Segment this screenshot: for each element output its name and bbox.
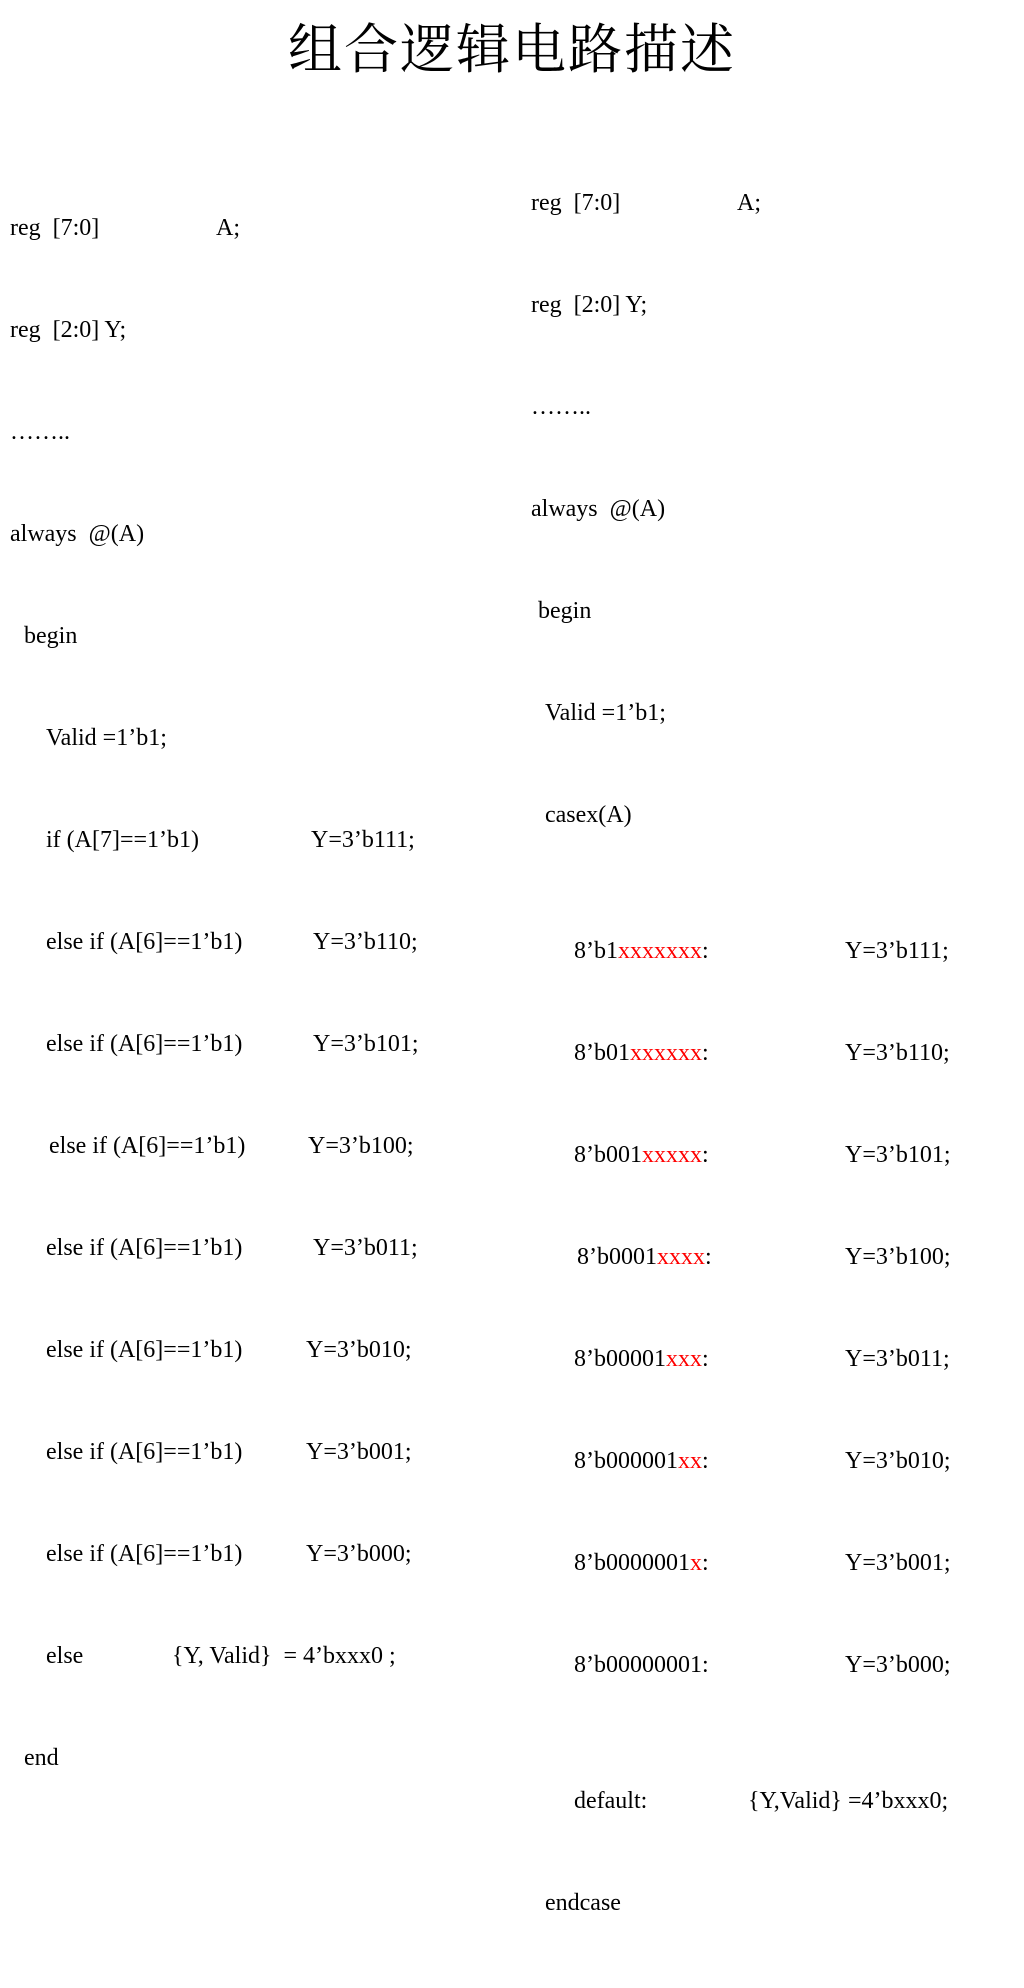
reg-a-declaration: reg [7:0] xyxy=(531,190,621,216)
begin-keyword: begin xyxy=(24,623,78,649)
y-assign: Y=3’b110; xyxy=(313,929,418,955)
pattern-prefix: 8’b000001 xyxy=(574,1448,678,1474)
y-assign: Y=3’b101; xyxy=(313,1031,419,1057)
y-assign: Y=3’b100; xyxy=(845,1244,951,1270)
y-assign: Y=3’b110; xyxy=(845,1040,950,1066)
valid-assign: Valid =1’b1; xyxy=(46,725,167,751)
case-item xyxy=(531,1444,951,1478)
pattern-prefix: 8’b1 xyxy=(574,938,618,964)
code-line xyxy=(10,925,418,959)
else-if-condition: else if (A[6]==1’b1) xyxy=(46,929,243,955)
code-line xyxy=(531,594,592,628)
else-if-condition: else if (A[6]==1’b1) xyxy=(49,1133,246,1159)
y-assign: Y=3’b010; xyxy=(845,1448,951,1474)
dont-care-bits: x xyxy=(690,1550,702,1576)
pattern-prefix: 8’b00000001 xyxy=(574,1652,702,1678)
case-item xyxy=(531,1036,950,1070)
case-colon: : xyxy=(702,1652,709,1678)
code-line xyxy=(10,313,127,347)
case-colon: : xyxy=(702,1550,709,1576)
code-line xyxy=(10,721,167,755)
dont-care-bits: xxxxxx xyxy=(630,1040,702,1066)
case-colon: : xyxy=(702,1346,709,1372)
case-pattern xyxy=(574,1648,709,1682)
code-line xyxy=(10,619,78,653)
endcase-keyword: endcase xyxy=(545,1890,621,1916)
else-if-condition: else if (A[6]==1’b1) xyxy=(46,1337,243,1363)
casex-code-block xyxy=(531,118,951,1954)
else-if-condition: else if (A[6]==1’b1) xyxy=(46,1439,243,1465)
slide-title: 组合逻辑电路描述 xyxy=(288,18,736,81)
y-assign: Y=3’b111; xyxy=(311,827,415,853)
y-assign: Y=3’b001; xyxy=(845,1550,951,1576)
default-assign: {Y,Valid} =4’bxxx0; xyxy=(748,1788,949,1814)
else-if-condition: else if (A[6]==1’b1) xyxy=(46,1031,243,1057)
pattern-prefix: 8’b001 xyxy=(574,1142,642,1168)
pattern-prefix: 8’b00001 xyxy=(574,1346,666,1372)
code-line xyxy=(531,390,591,424)
if-else-code-block xyxy=(10,143,419,1809)
else-if-condition: else if (A[6]==1’b1) xyxy=(46,1235,243,1261)
case-item xyxy=(531,1138,951,1172)
code-line xyxy=(10,1639,396,1673)
case-pattern xyxy=(577,1240,712,1274)
code-line xyxy=(10,1129,414,1163)
case-pattern xyxy=(574,934,709,968)
code-line xyxy=(531,288,648,322)
else-keyword: else xyxy=(46,1643,84,1669)
always-statement: always @(A) xyxy=(531,496,666,522)
reg-y-declaration: reg [2:0] Y; xyxy=(531,292,648,318)
case-colon: : xyxy=(702,1142,709,1168)
code-line xyxy=(10,415,70,449)
default-assign: {Y, Valid} = 4’bxxx0 ; xyxy=(172,1643,396,1669)
case-item xyxy=(531,1648,951,1682)
case-item xyxy=(531,1342,950,1376)
dont-care-bits: xx xyxy=(678,1448,702,1474)
dont-care-bits: xxxx xyxy=(657,1244,705,1270)
begin-keyword: begin xyxy=(538,598,592,624)
code-line xyxy=(10,1537,412,1571)
ellipsis: …….. xyxy=(10,419,70,445)
always-statement: always @(A) xyxy=(10,521,145,547)
dont-care-bits: xxxxxxx xyxy=(618,938,702,964)
y-assign: Y=3’b101; xyxy=(845,1142,951,1168)
code-line xyxy=(10,1027,419,1061)
case-pattern xyxy=(574,1138,709,1172)
y-assign: Y=3’b010; xyxy=(306,1337,412,1363)
case-colon: : xyxy=(705,1244,712,1270)
dont-care-bits: xxx xyxy=(666,1346,702,1372)
case-item xyxy=(531,1546,951,1580)
ellipsis: …….. xyxy=(531,394,591,420)
y-assign: Y=3’b011; xyxy=(845,1346,950,1372)
pattern-prefix: 8’b01 xyxy=(574,1040,630,1066)
y-assign: Y=3’b000; xyxy=(306,1541,412,1567)
y-assign: Y=3’b100; xyxy=(308,1133,414,1159)
y-assign: Y=3’b001; xyxy=(306,1439,412,1465)
valid-assign: Valid =1’b1; xyxy=(545,700,666,726)
if-condition: if (A[7]==1’b1) xyxy=(46,827,200,853)
reg-a-name: A; xyxy=(216,215,240,241)
y-assign: Y=3’b000; xyxy=(845,1652,951,1678)
pattern-prefix: 8’b0001 xyxy=(577,1244,657,1270)
reg-a-declaration: reg [7:0] xyxy=(10,215,100,241)
reg-y-declaration: reg [2:0] Y; xyxy=(10,317,127,343)
case-colon: : xyxy=(702,938,709,964)
case-pattern xyxy=(574,1036,709,1070)
pattern-prefix: 8’b0000001 xyxy=(574,1550,690,1576)
default-label: default: xyxy=(574,1788,648,1814)
case-item xyxy=(531,934,949,968)
else-if-condition: else if (A[6]==1’b1) xyxy=(46,1541,243,1567)
code-line xyxy=(10,823,415,857)
code-line xyxy=(531,696,666,730)
y-assign: Y=3’b011; xyxy=(313,1235,418,1261)
casex-keyword: casex(A) xyxy=(545,802,632,828)
y-assign: Y=3’b111; xyxy=(845,938,949,964)
case-item xyxy=(531,1240,951,1274)
dont-care-bits: xxxxx xyxy=(642,1142,702,1168)
code-line xyxy=(10,1741,59,1775)
code-line xyxy=(531,1886,621,1920)
code-line xyxy=(10,1231,418,1265)
code-line xyxy=(531,492,666,526)
case-colon: : xyxy=(702,1448,709,1474)
code-line xyxy=(10,1333,412,1367)
default-item xyxy=(531,1784,949,1818)
code-line xyxy=(531,798,632,832)
code-line xyxy=(10,1435,412,1469)
case-pattern xyxy=(574,1546,709,1580)
case-pattern xyxy=(574,1444,709,1478)
end-keyword: end xyxy=(24,1745,59,1771)
code-line xyxy=(10,517,145,551)
code-line xyxy=(531,186,761,220)
case-colon: : xyxy=(702,1040,709,1066)
reg-a-name: A; xyxy=(737,190,761,216)
case-pattern xyxy=(574,1342,709,1376)
code-line xyxy=(10,211,240,245)
